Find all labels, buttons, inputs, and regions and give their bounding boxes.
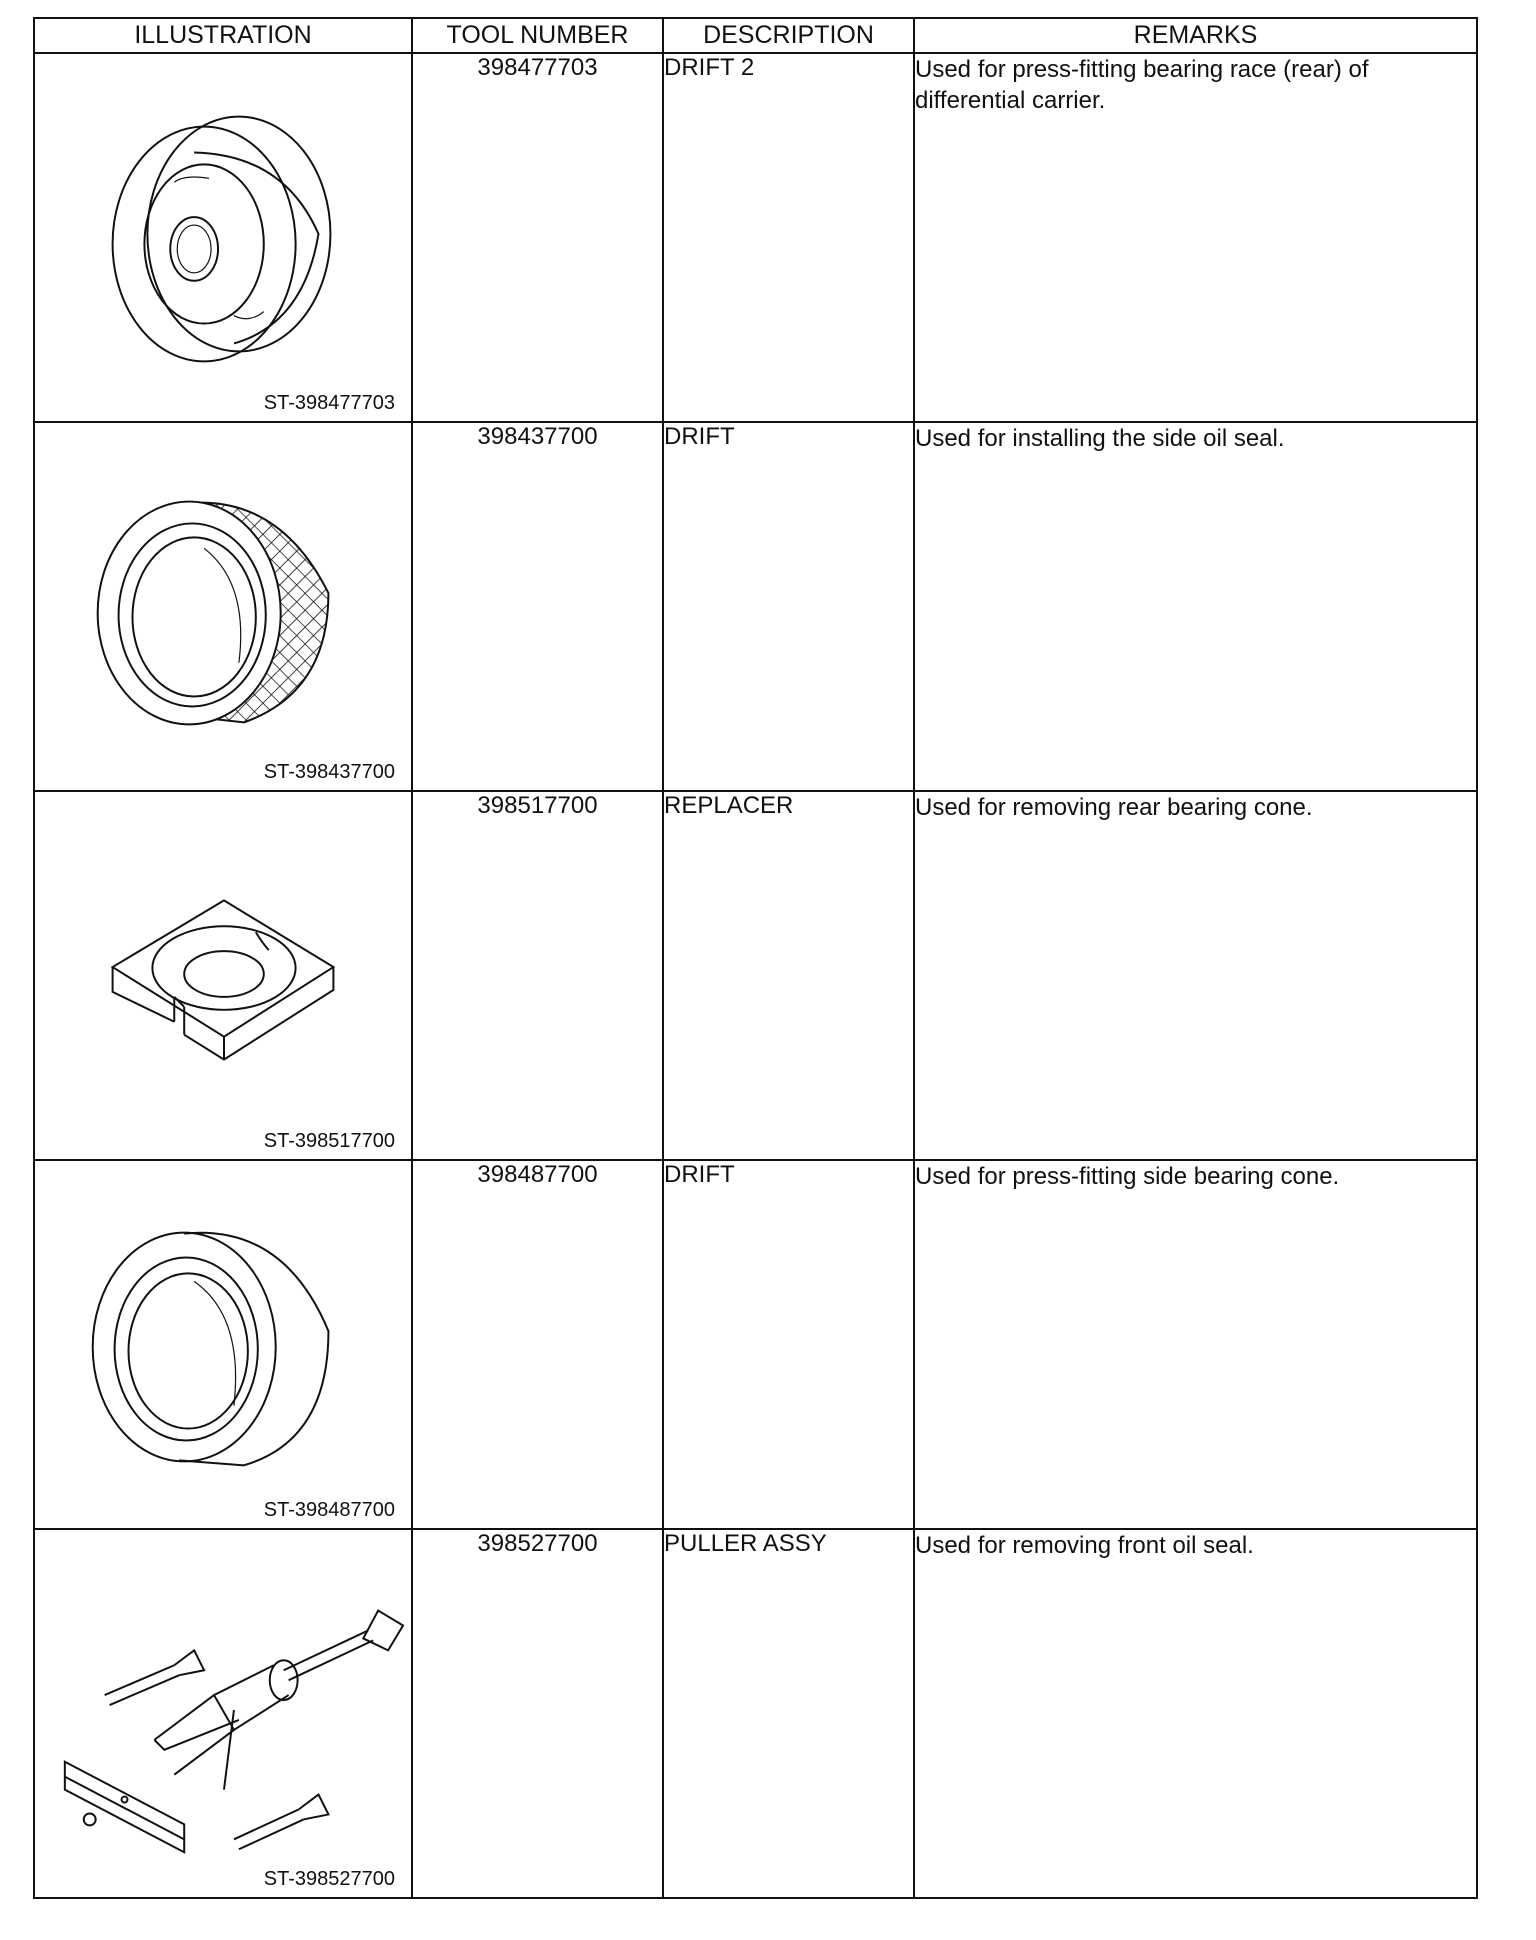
knurled-drift-icon	[35, 423, 411, 790]
illustration-code: ST-398437700	[263, 761, 395, 783]
illustration-code: ST-398477703	[263, 392, 395, 414]
table-row	[34, 53, 1477, 422]
tool-number: 398437700	[412, 422, 663, 791]
tool-number: 398517700	[412, 791, 663, 1160]
table-row	[34, 422, 1477, 791]
illustration-cell	[34, 422, 412, 791]
illustration-cell	[34, 1529, 412, 1898]
description: REPLACER	[663, 791, 914, 1160]
tool-number: 398487700	[412, 1160, 663, 1529]
table-row	[34, 1160, 1477, 1529]
illustration-code: ST-398527700	[263, 1868, 395, 1890]
table-row	[34, 1529, 1477, 1898]
description: DRIFT	[663, 422, 914, 791]
table-row	[34, 791, 1477, 1160]
remarks: Used for press-fitting side bearing cone.	[914, 1160, 1477, 1529]
illustration-code: ST-398487700	[263, 1499, 395, 1521]
illustration-cell	[34, 1160, 412, 1529]
description: DRIFT	[663, 1160, 914, 1529]
header-remarks: REMARKS	[914, 18, 1477, 53]
description: PULLER ASSY	[663, 1529, 914, 1898]
header-tool-number: TOOL NUMBER	[412, 18, 663, 53]
illustration-cell	[34, 791, 412, 1160]
drift-ring-icon	[35, 54, 411, 421]
remarks: Used for removing front oil seal.	[914, 1529, 1477, 1898]
illustration-code: ST-398517700	[263, 1130, 395, 1152]
remarks: Used for removing rear bearing cone.	[914, 791, 1477, 1160]
header-row	[34, 18, 1477, 53]
drift-cylinder-icon	[35, 1161, 411, 1528]
illustration-cell	[34, 53, 412, 422]
replacer-block-icon	[35, 792, 411, 1159]
header-description: DESCRIPTION	[663, 18, 914, 53]
tool-number: 398527700	[412, 1529, 663, 1898]
puller-assy-icon	[35, 1530, 411, 1897]
remarks: Used for installing the side oil seal.	[914, 422, 1477, 791]
remarks: Used for press-fitting bearing race (rear) of differential carrier.	[914, 53, 1477, 422]
header-illustration: ILLUSTRATION	[34, 18, 412, 53]
special-tools-table	[33, 17, 1478, 1899]
description: DRIFT 2	[663, 53, 914, 422]
tool-number: 398477703	[412, 53, 663, 422]
